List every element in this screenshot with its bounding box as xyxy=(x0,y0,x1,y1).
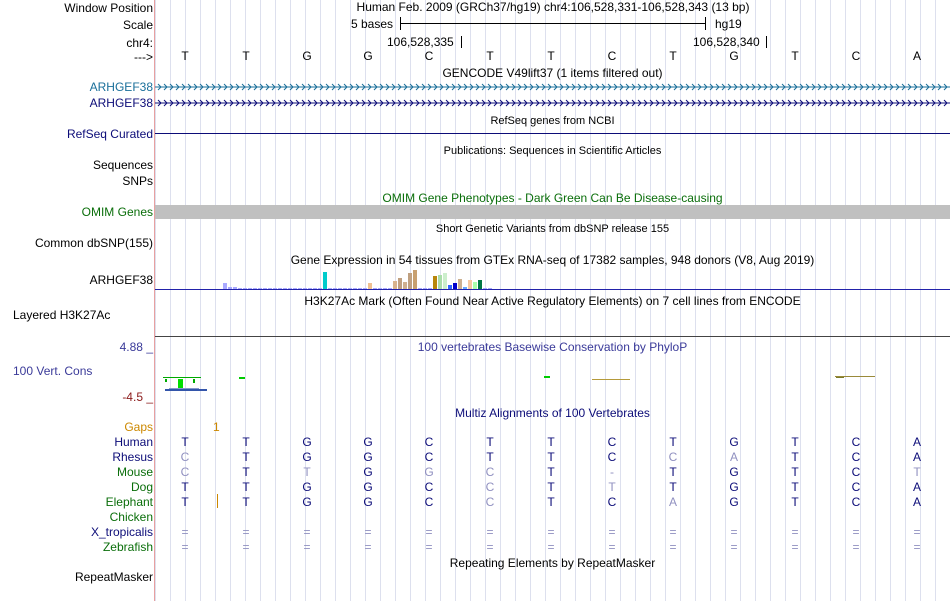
gtex-tissue-bar xyxy=(443,273,447,289)
coord-left: 106,528,335 xyxy=(387,35,454,49)
aligned-base: C xyxy=(607,450,617,464)
gtex-tissue-bar xyxy=(398,278,402,289)
gtex-tissue-bar xyxy=(253,288,257,289)
aligned-base: A xyxy=(912,495,921,509)
gtex-tissue-bar xyxy=(478,280,482,289)
gtex-tissue-bar xyxy=(488,288,492,289)
reference-base: A xyxy=(912,49,921,63)
aligned-base: T xyxy=(486,450,494,464)
gtex-tissue-bar xyxy=(288,288,292,289)
gtex-tissue-bar xyxy=(363,288,367,289)
gtex-tissue-bar xyxy=(258,288,262,289)
gtex-tissue-bar xyxy=(423,288,427,289)
aligned-base: = xyxy=(303,525,311,539)
gtex-tissue-bar xyxy=(383,288,387,289)
aligned-base: = xyxy=(181,525,189,539)
chrom-label: chr4: xyxy=(126,36,153,50)
aligned-base: G xyxy=(363,465,373,479)
phylop-max-label: 4.88 _ xyxy=(119,340,153,354)
aligned-base: T xyxy=(242,450,250,464)
omim-track-label[interactable]: OMIM Genes xyxy=(81,205,153,219)
gtex-tissue-bar xyxy=(303,288,307,289)
aligned-base: T xyxy=(242,465,250,479)
aligned-base: G xyxy=(729,495,739,509)
aligned-base: T xyxy=(669,435,677,449)
aligned-base: T xyxy=(791,480,799,494)
phylop-signal-2 xyxy=(178,379,183,388)
aligned-base: = xyxy=(852,525,860,539)
reference-base: T xyxy=(669,49,677,63)
aligned-base: = xyxy=(791,525,799,539)
h3k27ac-baseline xyxy=(155,336,950,337)
gencode-track-title: GENCODE V49lift37 (1 items filtered out) xyxy=(442,66,663,80)
aligned-base: T xyxy=(791,450,799,464)
aligned-base: T xyxy=(913,465,921,479)
coord-right-tick xyxy=(766,36,767,48)
repeatmasker-track-title: Repeating Elements by RepeatMasker xyxy=(449,556,656,570)
aligned-base: G xyxy=(363,435,373,449)
track-labels-column xyxy=(0,0,155,601)
dbsnp-track-label[interactable]: Common dbSNP(155) xyxy=(34,236,153,250)
aligned-base: G xyxy=(729,480,739,494)
aligned-base: A xyxy=(912,435,921,449)
gap-count: 1 xyxy=(213,420,220,434)
aligned-base: = xyxy=(364,540,372,554)
aligned-base: T xyxy=(791,465,799,479)
aligned-base: G xyxy=(424,465,434,479)
phylop-min-label: -4.5 _ xyxy=(122,390,153,404)
aligned-base: T xyxy=(669,480,677,494)
phylop-track-label[interactable]: 100 Vert. Cons xyxy=(13,364,93,378)
reference-base: C xyxy=(851,49,861,63)
aligned-base: = xyxy=(608,525,616,539)
gaps-label: Gaps xyxy=(124,420,153,434)
aligned-base: T xyxy=(181,495,189,509)
scale-label: Scale xyxy=(122,18,153,32)
aligned-base: = xyxy=(181,540,189,554)
aligned-base: = xyxy=(242,525,250,539)
gtex-tissue-bar xyxy=(228,287,232,289)
phylop-signal-9 xyxy=(592,379,630,380)
species-label[interactable]: Elephant xyxy=(105,495,153,509)
gtex-tissue-bar xyxy=(368,283,372,289)
phylop-signal-11 xyxy=(836,377,844,378)
aligned-base: T xyxy=(608,480,616,494)
aligned-base: C xyxy=(607,435,617,449)
gtex-tissue-bar xyxy=(403,282,407,289)
pubs-track-title: Publications: Sequences in Scientific Articles xyxy=(443,145,662,157)
aligned-base: T xyxy=(669,465,677,479)
gtex-tissue-bar xyxy=(318,288,322,289)
phylop-signal-7 xyxy=(239,377,245,379)
gtex-tissue-bar xyxy=(343,288,347,289)
aligned-base: = xyxy=(547,525,555,539)
gtex-tissue-bar xyxy=(278,288,282,289)
aligned-base: = xyxy=(486,525,494,539)
gtex-tissue-bar xyxy=(298,288,302,289)
gencode-item-label-2[interactable]: ARHGEF38 xyxy=(89,96,153,110)
aligned-base: = xyxy=(852,540,860,554)
gtex-tissue-bar xyxy=(273,288,277,289)
aligned-base: C xyxy=(180,465,190,479)
aligned-base: T xyxy=(791,495,799,509)
gtex-tissue-bar xyxy=(353,288,357,289)
gtex-tissue-bar xyxy=(233,287,237,289)
aligned-base: C xyxy=(607,495,617,509)
aligned-base: C xyxy=(485,465,495,479)
gtex-tissue-bar xyxy=(358,288,362,289)
reference-base: C xyxy=(607,49,617,63)
scale-text: 5 bases xyxy=(351,17,394,31)
phylop-graph[interactable] xyxy=(155,355,950,405)
gtex-tissue-bar xyxy=(323,272,327,289)
gtex-tissue-bar xyxy=(238,288,242,289)
gtex-tissue-bar xyxy=(348,288,352,289)
dbsnp-track-title: Short Genetic Variants from dbSNP release 155 xyxy=(435,223,670,235)
refseq-gene-line[interactable] xyxy=(155,133,950,134)
gtex-tissue-bar xyxy=(468,280,472,289)
aligned-base: = xyxy=(547,540,555,554)
aligned-base: = xyxy=(730,525,738,539)
species-label[interactable]: Mouse xyxy=(116,465,153,479)
scale-bar-left-tick xyxy=(400,17,401,30)
gtex-tissue-bar xyxy=(333,288,337,289)
gencode-item-label-1[interactable]: ARHGEF38 xyxy=(89,80,153,94)
gtex-tissue-bar xyxy=(483,288,487,289)
aligned-base: C xyxy=(851,465,861,479)
aligned-base: T xyxy=(791,435,799,449)
sequences-track-label[interactable]: Sequences xyxy=(92,158,153,172)
gtex-tissue-bar xyxy=(428,288,432,289)
aligned-base: T xyxy=(181,435,189,449)
gtex-track-label[interactable]: ARHGEF38 xyxy=(89,273,153,287)
aligned-base: A xyxy=(729,450,738,464)
aligned-base: T xyxy=(242,495,250,509)
aligned-base: A xyxy=(912,480,921,494)
species-label[interactable]: Zebrafish xyxy=(102,540,153,554)
reference-base: T xyxy=(486,49,494,63)
aligned-base: - xyxy=(610,465,614,479)
aligned-base: A xyxy=(912,450,921,464)
aligned-base: = xyxy=(791,540,799,554)
gtex-tissue-bar xyxy=(263,288,267,289)
gtex-tissue-bar xyxy=(313,288,317,289)
gtex-tissue-bar xyxy=(473,282,477,289)
strand-label: ---> xyxy=(134,50,153,64)
aligned-base: = xyxy=(913,540,921,554)
aligned-base: C xyxy=(180,450,190,464)
phylop-signal-5 xyxy=(165,389,207,391)
gtex-tissue-bar xyxy=(408,273,412,289)
aligned-base: G xyxy=(302,495,312,509)
assembly-text: hg19 xyxy=(715,17,742,31)
aligned-base: T xyxy=(547,450,555,464)
window-position-label: Window Position xyxy=(64,1,153,15)
reference-base: T xyxy=(791,49,799,63)
aligned-base: G xyxy=(302,480,312,494)
reference-base: T xyxy=(547,49,555,63)
species-label[interactable]: Chicken xyxy=(109,510,153,524)
aligned-base: T xyxy=(242,480,250,494)
gtex-tissue-bar xyxy=(393,281,397,289)
aligned-base: T xyxy=(547,480,555,494)
aligned-base: G xyxy=(302,450,312,464)
gtex-tissue-bar xyxy=(413,270,417,289)
aligned-base: C xyxy=(485,480,495,494)
gtex-tissue-bar xyxy=(293,288,297,289)
aligned-base: C xyxy=(424,480,434,494)
aligned-base: = xyxy=(608,540,616,554)
reference-base: T xyxy=(181,49,189,63)
aligned-base: C xyxy=(424,495,434,509)
aligned-base: = xyxy=(730,540,738,554)
gencode-gene-2[interactable] xyxy=(155,96,950,110)
phylop-signal-4 xyxy=(193,379,195,383)
gtex-tissue-bar xyxy=(433,276,437,289)
gtex-tissue-bar xyxy=(308,288,312,289)
aligned-base: T xyxy=(547,465,555,479)
species-label[interactable]: X_tropicalis xyxy=(90,525,153,539)
aligned-base: C xyxy=(485,495,495,509)
aligned-base: C xyxy=(668,450,678,464)
omim-gene-bar[interactable] xyxy=(155,205,950,219)
aligned-base: = xyxy=(913,525,921,539)
aligned-base: = xyxy=(669,540,677,554)
position-text: Human Feb. 2009 (GRCh37/hg19) chr4:106,528,331-106,528,343 (13 bp) xyxy=(356,0,750,14)
snps-track-label[interactable]: SNPs xyxy=(122,174,153,188)
scale-bar xyxy=(401,23,705,24)
aligned-base: T xyxy=(181,480,189,494)
aligned-base: T xyxy=(547,495,555,509)
species-label[interactable]: Dog xyxy=(130,480,153,494)
aligned-base: A xyxy=(668,495,677,509)
refseq-track-title: RefSeq genes from NCBI xyxy=(490,115,615,127)
gtex-tissue-bar xyxy=(338,288,342,289)
gtex-tissue-bar xyxy=(438,275,442,289)
phylop-signal-10 xyxy=(835,376,875,377)
species-label[interactable]: Human xyxy=(114,435,153,449)
gtex-track-title: Gene Expression in 54 tissues from GTEx RNA-seq of 17382 samples, 948 donors (V8, Aug 2019) xyxy=(290,253,815,267)
phylop-signal-3 xyxy=(165,379,167,382)
gtex-tissue-bar xyxy=(388,288,392,289)
gtex-tissue-bar xyxy=(248,288,252,289)
aligned-base: = xyxy=(303,540,311,554)
aligned-base: G xyxy=(363,495,373,509)
aligned-base: C xyxy=(851,450,861,464)
reference-base: G xyxy=(729,49,739,63)
reference-base: C xyxy=(424,49,434,63)
aligned-base: = xyxy=(669,525,677,539)
reference-base: G xyxy=(302,49,312,63)
gtex-tissue-bar xyxy=(378,288,382,289)
gtex-tissue-bar xyxy=(268,288,272,289)
aligned-base: C xyxy=(851,480,861,494)
h3k27ac-track-label[interactable]: Layered H3K27Ac xyxy=(13,308,111,322)
coord-right: 106,528,340 xyxy=(693,35,760,49)
repeatmasker-track-label[interactable]: RepeatMasker xyxy=(74,570,153,584)
gtex-tissue-bar xyxy=(243,288,247,289)
h3k27ac-track-title: H3K27Ac Mark (Often Found Near Active Regulatory Elements) on 7 cell lines from ENCODE xyxy=(304,294,801,308)
gtex-tissue-bar xyxy=(418,288,422,289)
aligned-base: G xyxy=(729,465,739,479)
aligned-base: C xyxy=(851,495,861,509)
browser-data-area[interactable] xyxy=(155,0,950,601)
gtex-tissue-bar xyxy=(223,283,227,289)
reference-base: T xyxy=(242,49,250,63)
phylop-signal-8 xyxy=(544,376,550,378)
gtex-tissue-bar xyxy=(453,283,457,289)
phylop-track-title: 100 vertebrates Basewise Conservation by PhyloP xyxy=(417,340,688,354)
aligned-base: = xyxy=(486,540,494,554)
multiz-track-title: Multiz Alignments of 100 Vertebrates xyxy=(455,406,650,420)
aligned-base: T xyxy=(547,435,555,449)
gtex-tissue-bar xyxy=(328,288,332,289)
aligned-base: C xyxy=(424,450,434,464)
refseq-track-label[interactable]: RefSeq Curated xyxy=(66,127,153,141)
gtex-tissue-bar xyxy=(463,287,467,289)
aligned-base: C xyxy=(851,435,861,449)
omim-track-title: OMIM Gene Phenotypes - Dark Green Can Be Disease-causing xyxy=(382,191,723,205)
aligned-base: T xyxy=(242,435,250,449)
reference-base: G xyxy=(363,49,373,63)
aligned-base: G xyxy=(729,435,739,449)
gtex-tissue-bar xyxy=(448,285,452,289)
gencode-gene-1[interactable] xyxy=(155,80,950,94)
aligned-base: = xyxy=(425,525,433,539)
gtex-tissue-bar xyxy=(283,288,287,289)
gtex-tissue-bar xyxy=(373,288,377,289)
aligned-base: = xyxy=(242,540,250,554)
phylop-signal-6 xyxy=(169,388,199,389)
aligned-base: T xyxy=(486,435,494,449)
gtex-bar-graph[interactable] xyxy=(155,268,950,291)
elephant-gap-marker xyxy=(217,494,218,508)
aligned-base: T xyxy=(303,465,311,479)
scale-bar-right-tick xyxy=(705,17,706,30)
aligned-base: = xyxy=(425,540,433,554)
species-label[interactable]: Rhesus xyxy=(112,450,153,464)
aligned-base: G xyxy=(302,435,312,449)
aligned-base: G xyxy=(363,480,373,494)
aligned-base: = xyxy=(364,525,372,539)
coord-left-tick xyxy=(461,36,462,48)
phylop-signal-1 xyxy=(163,377,201,378)
aligned-base: C xyxy=(424,435,434,449)
aligned-base: G xyxy=(363,450,373,464)
gtex-tissue-bar xyxy=(458,279,462,289)
